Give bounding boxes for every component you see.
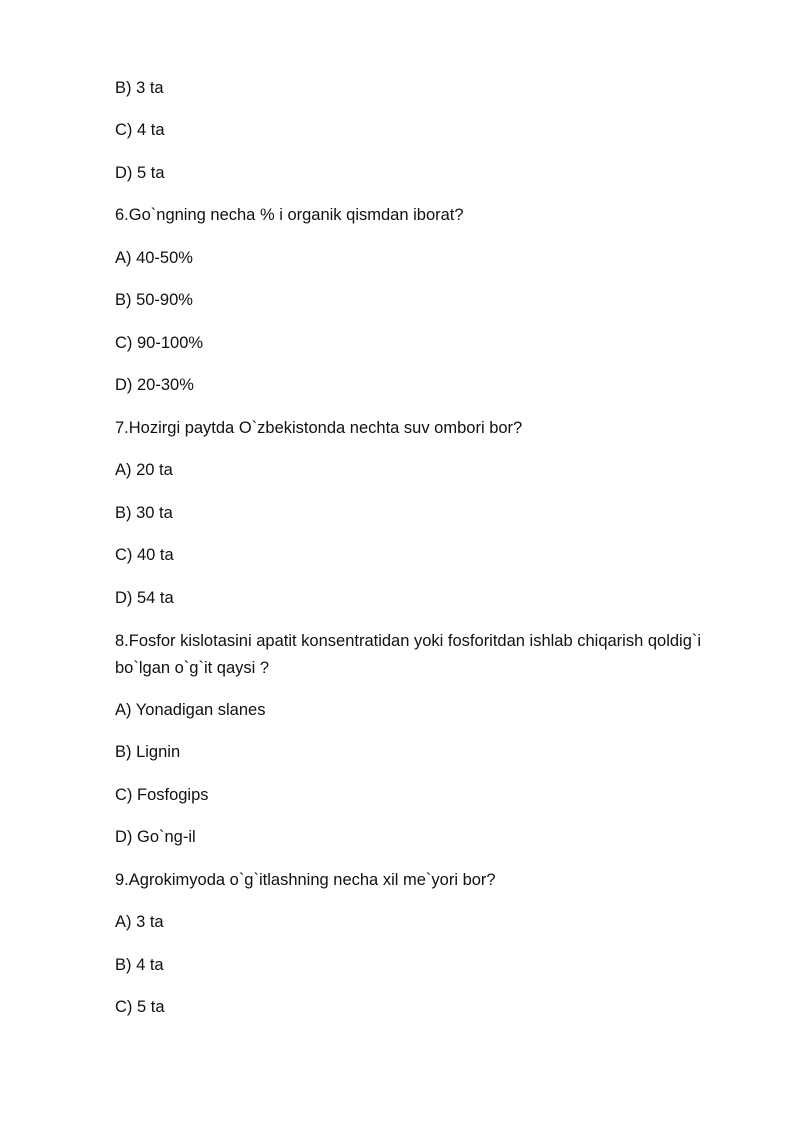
option-7b: B) 30 ta [115, 504, 173, 522]
option-9c: C) 5 ta [115, 998, 165, 1016]
option-8a: A) Yonadigan slanes [115, 701, 266, 719]
option-6d: D) 20-30% [115, 376, 194, 394]
option-8c: C) Fosfogips [115, 786, 209, 804]
question-6: 6.Go`ngning necha % i organik qismdan iborat? [115, 206, 464, 224]
option-9b: B) 4 ta [115, 956, 164, 974]
option-7a: A) 20 ta [115, 461, 173, 479]
option-8b: B) Lignin [115, 743, 181, 761]
question-8-line1: 8.Fosfor kislotasini apatit konsentratidan yoki fosforitdan ishlab chiqarish qoldig`i [115, 632, 702, 650]
option-5b: B) 3 ta [115, 79, 164, 97]
option-6b: B) 50-90% [115, 291, 193, 309]
option-5c: C) 4 ta [115, 121, 165, 139]
question-8-line2: bo`lgan o`g`it qaysi ? [115, 659, 270, 677]
question-9: 9.Agrokimyoda o`g`itlashning necha xil me`yori bor? [115, 871, 496, 889]
option-6a: A) 40-50% [115, 249, 193, 267]
option-8d: D) Go`ng-il [115, 828, 196, 846]
option-7c: C) 40 ta [115, 546, 174, 564]
option-5d: D) 5 ta [115, 164, 165, 182]
question-7: 7.Hozirgi paytda O`zbekistonda nechta suv ombori bor? [115, 419, 523, 437]
option-7d: D) 54 ta [115, 589, 174, 607]
option-9a: A) 3 ta [115, 913, 164, 931]
option-6c: C) 90-100% [115, 334, 204, 352]
